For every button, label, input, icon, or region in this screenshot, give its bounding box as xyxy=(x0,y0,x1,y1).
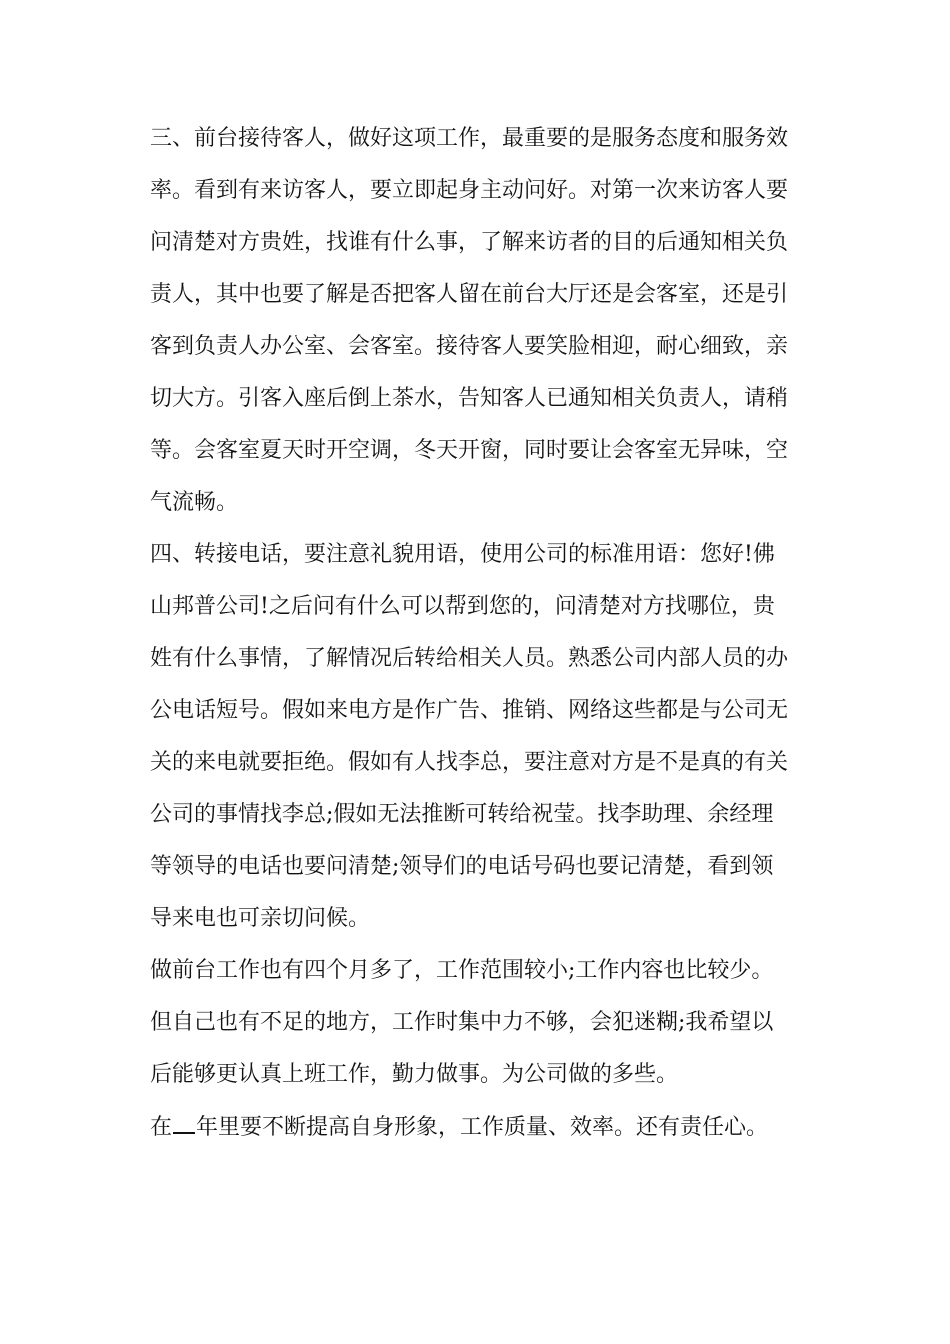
text-line: 做前台工作也有四个月多了，工作范围较小;工作内容也比较少。 xyxy=(150,958,774,983)
last-line-prefix: 在 xyxy=(150,1115,173,1140)
text-line: 三、前台接待客人，做好这项工作，最重要的是服务态度和服务效 xyxy=(150,126,789,151)
text-line: 导来电也可亲切问候。 xyxy=(150,906,371,931)
text-line: 率。看到有来访客人，要立即起身主动问好。对第一次来访客人要 xyxy=(150,178,789,203)
fill-in-blank xyxy=(173,1112,195,1134)
text-line: 客到负责人办公室、会客室。接待客人要笑脸相迎，耐心细致，亲 xyxy=(150,334,789,359)
text-line: 后能够更认真上班工作，勤力做事。为公司做的多些。 xyxy=(150,1062,679,1087)
text-line: 等领导的电话也要问清楚;领导们的电话号码也要记清楚，看到领 xyxy=(150,854,774,879)
last-line-suffix: 年里要不断提高自身形象，工作质量、效率。还有责任心。 xyxy=(196,1115,769,1140)
text-line: 山邦普公司!之后问有什么可以帮到您的，问清楚对方找哪位，贵 xyxy=(150,594,775,619)
text-line: 等。会客室夏天时开空调，冬天开窗，同时要让会客室无异味，空 xyxy=(150,438,789,463)
text-line: 切大方。引客入座后倒上茶水，告知客人已通知相关负责人，请稍 xyxy=(150,386,789,411)
text-line: 问清楚对方贵姓，找谁有什么事，了解来访者的目的后通知相关负 xyxy=(150,230,789,255)
text-line: 公司的事情找李总;假如无法推断可转给祝莹。找李助理、余经理 xyxy=(150,802,774,827)
last-text-line xyxy=(150,1112,768,1143)
text-line: 姓有什么事情，了解情况后转给相关人员。熟悉公司内部人员的办 xyxy=(150,646,789,671)
text-line: 责人，其中也要了解是否把客人留在前台大厅还是会客室，还是引 xyxy=(150,282,789,307)
text-line: 四、转接电话，要注意礼貌用语，使用公司的标准用语：您好!佛 xyxy=(150,542,775,567)
text-line: 气流畅。 xyxy=(150,490,239,515)
text-line: 但自己也有不足的地方，工作时集中力不够，会犯迷糊;我希望以 xyxy=(150,1010,774,1035)
text-line: 公电话短号。假如来电方是作广告、推销、网络这些都是与公司无 xyxy=(150,698,789,723)
text-line: 关的来电就要拒绝。假如有人找李总，要注意对方是不是真的有关 xyxy=(150,750,789,775)
